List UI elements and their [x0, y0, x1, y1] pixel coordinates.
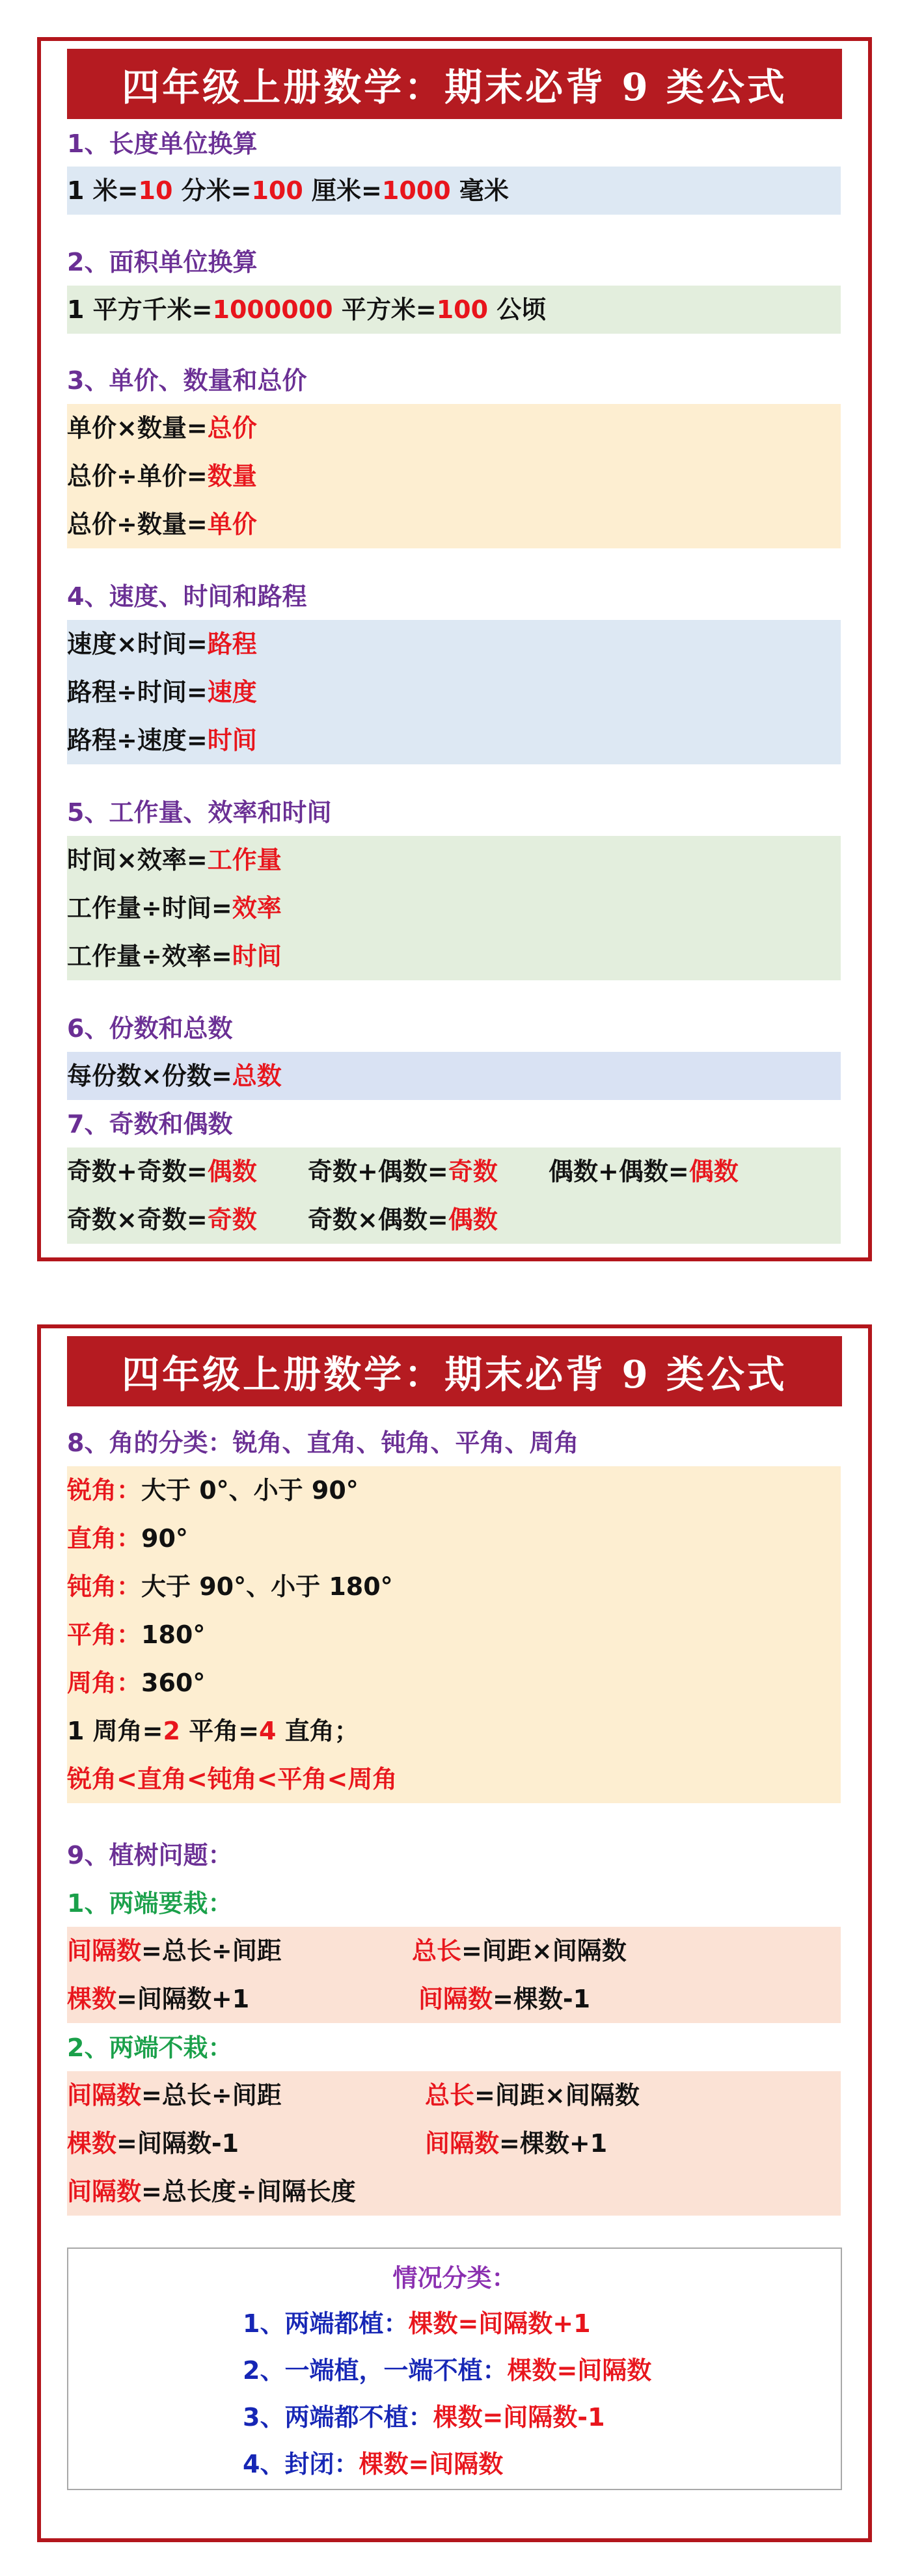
section-2-band: [67, 286, 841, 334]
angle-relation-line: [67, 1707, 359, 1755]
text: 平方米=: [333, 295, 437, 324]
text: 奇数×偶数=: [308, 1205, 448, 1234]
text: 直角；: [276, 1717, 359, 1745]
angle-desc: 180°: [141, 1620, 206, 1649]
text: =棵数+1: [499, 2129, 608, 2158]
case-item: [243, 2440, 503, 2488]
formula-item: [67, 1196, 257, 1244]
section-7-title: 7、奇数和偶数: [67, 1110, 233, 1138]
keyword: 间隔数: [67, 1937, 142, 1965]
text: 路程÷时间=: [67, 678, 208, 706]
section-8-title: 8、角的分类：锐角、直角、钝角、平角、周角: [67, 1429, 579, 1457]
formula-line: [67, 668, 257, 716]
text: 偶数+偶数=: [549, 1157, 689, 1186]
formula-item: [549, 1147, 739, 1196]
cases-summary-box: [67, 2247, 842, 2490]
formula-line: [67, 404, 257, 452]
formula-card-1: [37, 37, 872, 1261]
angle-line: [67, 1563, 393, 1611]
section-3-band: [67, 404, 841, 548]
text: =棵数-1: [493, 1985, 591, 2013]
text: 总价÷单价=: [67, 462, 208, 490]
case-item: [243, 2393, 605, 2441]
result: 数量: [207, 462, 257, 490]
keyword: 棵数: [67, 1985, 117, 2013]
angle-line: [67, 1611, 205, 1659]
keyword: 间隔数: [418, 1985, 493, 2013]
keyword: 总长: [412, 1937, 462, 1965]
section-2-title: 2、面积单位换算: [67, 248, 258, 276]
keyword: 总长: [425, 2081, 475, 2110]
formula-item: [67, 2119, 239, 2167]
result: 速度: [207, 678, 257, 706]
case-formula: 棵数=间隔数: [359, 2450, 504, 2478]
sub-2-title: 2、两端不栽：: [67, 2033, 233, 2062]
text: =总长度÷间隔长度: [141, 2177, 356, 2206]
formula-item: [67, 2071, 282, 2119]
text: 分米=: [172, 176, 252, 205]
sub-1-title: 1、两端要栽：: [67, 1889, 233, 1918]
sub-1-band: [67, 1927, 841, 2023]
formula-line: [67, 500, 257, 548]
angle-desc: 90°: [141, 1524, 188, 1553]
text: =间隔数+1: [116, 1985, 250, 2013]
case-label: 2、一端植，一端不植：: [243, 2356, 508, 2385]
result: 奇数: [207, 1205, 257, 1234]
value: 2: [163, 1717, 180, 1745]
case-formula: 棵数=间隔数+1: [408, 2309, 591, 2338]
formula-item: [425, 2119, 607, 2167]
formula-item: [412, 1927, 627, 1975]
angle-name: 钝角：: [67, 1572, 142, 1601]
section-7-band: [67, 1147, 841, 1244]
text: 1 周角=: [67, 1717, 163, 1745]
angle-order-line: 锐角<直角<钝角<平角<周角: [67, 1765, 398, 1793]
text: 奇数+奇数=: [67, 1157, 208, 1186]
text: =间隔数-1: [116, 2129, 239, 2158]
section-1-title: 1、长度单位换算: [67, 129, 258, 158]
length-conversion-line: [67, 167, 509, 215]
text: 单价×数量=: [67, 414, 208, 442]
text: 速度×时间=: [67, 630, 208, 658]
text: 1 平方千米=: [67, 295, 213, 324]
case-item: [243, 2300, 591, 2348]
angle-name: 周角：: [67, 1669, 142, 1697]
area-conversion-line: [67, 286, 546, 334]
angle-desc: 360°: [141, 1669, 206, 1697]
value: 1000: [381, 176, 451, 205]
value: 100: [436, 295, 489, 324]
result: 偶数: [688, 1157, 739, 1186]
value: 100: [251, 176, 303, 205]
formula-line: [67, 932, 282, 980]
section-3-title: 3、单价、数量和总价: [67, 366, 307, 395]
text: 1 米=: [67, 176, 139, 205]
result: 路程: [207, 630, 257, 658]
case-formula: 棵数=间隔数: [507, 2356, 652, 2385]
text: 厘米=: [303, 176, 382, 205]
formula-line: [67, 836, 282, 884]
text: 公顷: [488, 295, 547, 324]
text: 时间×效率=: [67, 846, 208, 874]
text: 奇数×奇数=: [67, 1205, 208, 1234]
angle-line: [67, 1659, 205, 1707]
case-item: [243, 2346, 651, 2395]
case-label: 4、封闭：: [243, 2450, 359, 2478]
section-6-title: 6、份数和总数: [67, 1014, 233, 1043]
angle-name: 平角：: [67, 1620, 142, 1649]
section-8-band: [67, 1466, 841, 1803]
formula-item: [67, 1147, 257, 1196]
text: 工作量÷效率=: [67, 942, 232, 971]
result: 工作量: [207, 846, 282, 874]
value: 4: [259, 1717, 277, 1745]
text: 总价÷数量=: [67, 510, 208, 539]
keyword: 棵数: [67, 2129, 117, 2158]
angle-line: [67, 1466, 359, 1514]
section-1-band: [67, 167, 841, 215]
formula-line: [67, 884, 282, 932]
text: 毫米: [450, 176, 509, 205]
formula-line: [67, 1052, 282, 1100]
formula-line: [67, 716, 257, 764]
case-formula: 棵数=间隔数-1: [433, 2403, 605, 2432]
angle-line: [67, 1514, 188, 1563]
text: 平角=: [180, 1717, 260, 1745]
result: 时间: [232, 942, 282, 971]
section-9-title: 9、植树问题：: [67, 1841, 233, 1870]
text: =总长÷间距: [141, 1937, 282, 1965]
result: 效率: [232, 894, 282, 922]
formula-card-2: [37, 1324, 872, 2542]
sub-2-band: [67, 2071, 841, 2216]
section-5-band: [67, 836, 841, 980]
formula-item: [308, 1147, 498, 1196]
text: 每份数×份数=: [67, 1062, 232, 1090]
box-title: 情况分类：: [392, 2264, 517, 2292]
card-1-title-banner: [67, 49, 842, 119]
formula-item: [308, 1196, 498, 1244]
result: 单价: [207, 510, 257, 539]
formula-item: [67, 1927, 282, 1975]
banner-title: 四年级上册数学：期末必背 9 类公式: [122, 1352, 787, 1397]
formula-item: [67, 1975, 249, 2023]
text: =总长÷间距: [141, 2081, 282, 2110]
formula-line: [67, 452, 257, 500]
angle-desc: 大于 90°、小于 180°: [141, 1572, 393, 1601]
banner-title: 四年级上册数学：期末必背 9 类公式: [122, 65, 787, 109]
keyword: 间隔数: [425, 2129, 500, 2158]
value: 10: [138, 176, 173, 205]
case-label: 3、两端都不植：: [243, 2403, 433, 2432]
section-5-title: 5、工作量、效率和时间: [67, 798, 332, 827]
formula-item: [67, 2167, 356, 2216]
case-label: 1、两端都植：: [243, 2309, 409, 2338]
result: 偶数: [448, 1205, 498, 1234]
text: 工作量÷时间=: [67, 894, 232, 922]
text: =间距×间隔数: [474, 2081, 640, 2110]
section-4-band: [67, 620, 841, 764]
formula-item: [418, 1975, 590, 2023]
section-4-title: 4、速度、时间和路程: [67, 582, 307, 611]
text: 奇数+偶数=: [308, 1157, 448, 1186]
formula-line: [67, 620, 257, 668]
text: 路程÷速度=: [67, 726, 208, 755]
angle-desc: 大于 0°、小于 90°: [141, 1476, 359, 1505]
formula-item: [425, 2071, 640, 2119]
keyword: 间隔数: [67, 2177, 142, 2206]
section-6-band: [67, 1052, 841, 1100]
result: 总价: [207, 414, 257, 442]
value: 1000000: [212, 295, 333, 324]
angle-name: 锐角：: [67, 1476, 142, 1505]
angle-name: 直角：: [67, 1524, 142, 1553]
text: =间距×间隔数: [461, 1937, 627, 1965]
result: 奇数: [448, 1157, 498, 1186]
keyword: 间隔数: [67, 2081, 142, 2110]
result: 时间: [207, 726, 257, 755]
result: 偶数: [207, 1157, 257, 1186]
result: 总数: [232, 1062, 282, 1090]
card-2-title-banner: [67, 1336, 842, 1406]
